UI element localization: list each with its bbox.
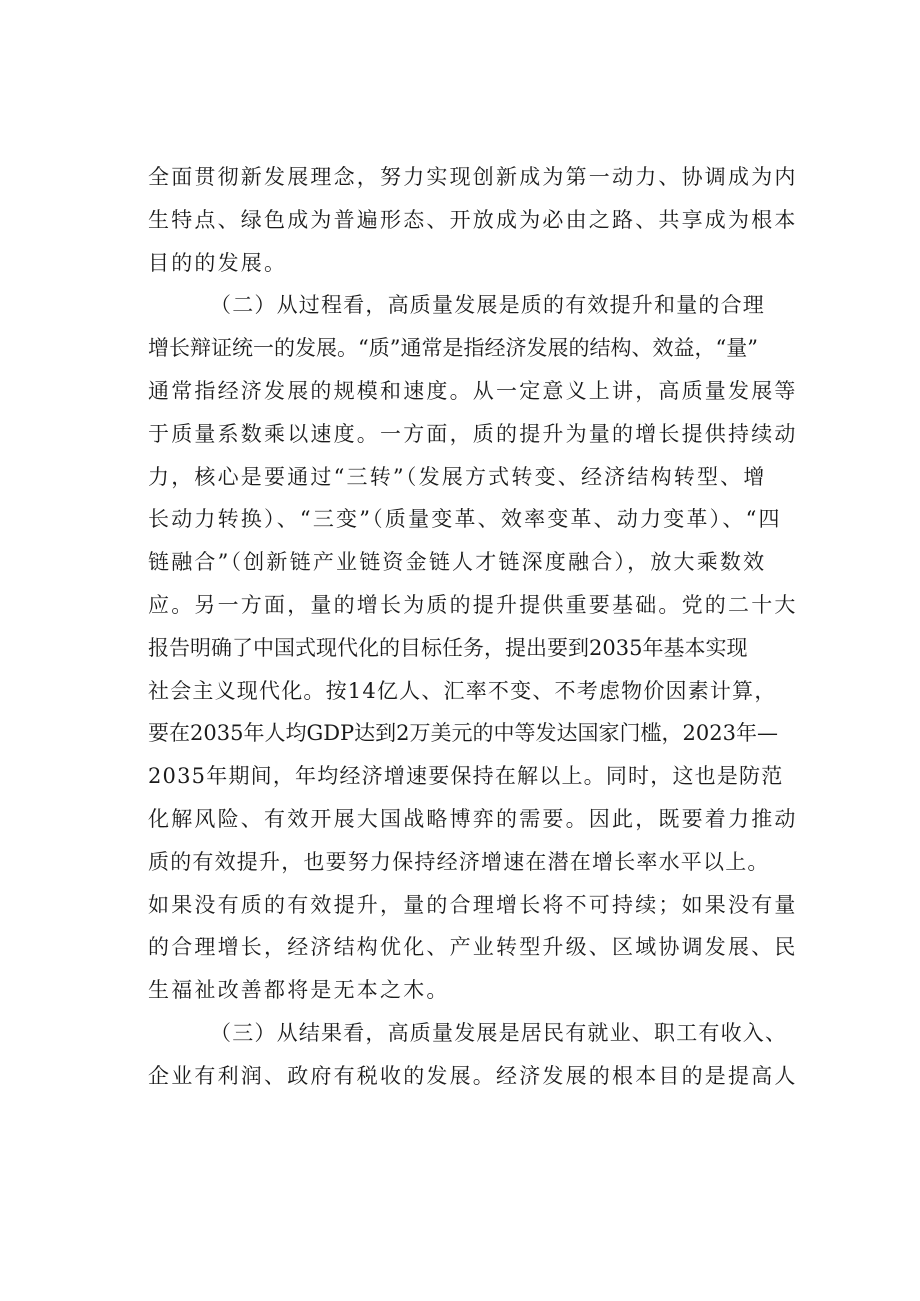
- text-line: 通常指经济发展的规模和速度。从一定意义上讲，高质量发展等: [148, 378, 798, 403]
- text-line: 应。另一方面，量的增长为质的提升提供重要基础。党的二十大: [148, 592, 798, 617]
- text-line: 如果没有质的有效提升，量的合理增长将不可持续；如果没有量: [148, 892, 798, 917]
- text-line: 力，核心是要通过“三转”（发展方式转变、经济结构转型、增: [148, 464, 767, 489]
- text-line: 企业有利润、政府有税收的发展。经济发展的根本目的是提高人: [148, 1063, 798, 1088]
- text-line: 2035年期间，年均经济增速要保持在解以上。同时，这也是防范: [148, 764, 784, 789]
- paragraph-heading-3: （三）从结果看，高质量发展是居民有就业、职工有收入、: [210, 1020, 788, 1045]
- text-line: 要在2035年人均GDP达到2万美元的中等发达国家门槛，2023年—: [148, 721, 778, 746]
- text-line: 社会主义现代化。按14亿人、汇率不变、不考虑物价因素计算，: [148, 678, 777, 703]
- paragraph-heading-2: （二）从过程看，高质量发展是质的有效提升和量的合理: [210, 293, 765, 318]
- text-line: 生福祉改善都将是无本之木。: [148, 978, 450, 1003]
- text-line: 报告明确了中国式现代化的目标任务，提出要到2035年基本实现: [148, 635, 748, 660]
- text-line: 的合理增长，经济结构优化、产业转型升级、区域协调发展、民: [148, 935, 798, 960]
- text-line: 链融合”（创新链产业链资金链人才链深度融合），放大乘数效: [148, 550, 767, 575]
- text-line: 全面贯彻新发展理念，努力实现创新成为第一动力、协调成为内: [148, 165, 798, 189]
- text-line: 目的的发展。: [148, 250, 288, 275]
- text-line: 质的有效提升，也要努力保持经济增速在潜在增长率水平以上。: [148, 849, 770, 874]
- text-line: 化解风险、有效开展大国战略博弈的需要。因此，既要着力推动: [148, 806, 798, 831]
- text-line: 生特点、绿色成为普遍形态、开放成为必由之路、共享成为根本: [148, 207, 798, 232]
- body-text: [148, 156, 803, 1098]
- text-line: 增长辩证统一的发展。“质”通常是指经济发展的结构、效益，“量”: [148, 336, 758, 361]
- text-line: 长动力转换）、“三变”（质量变革、效率变革、动力变革）、“四: [148, 507, 782, 532]
- text-line: 于质量系数乘以速度。一方面，质的提升为量的增长提供持续动: [148, 421, 798, 446]
